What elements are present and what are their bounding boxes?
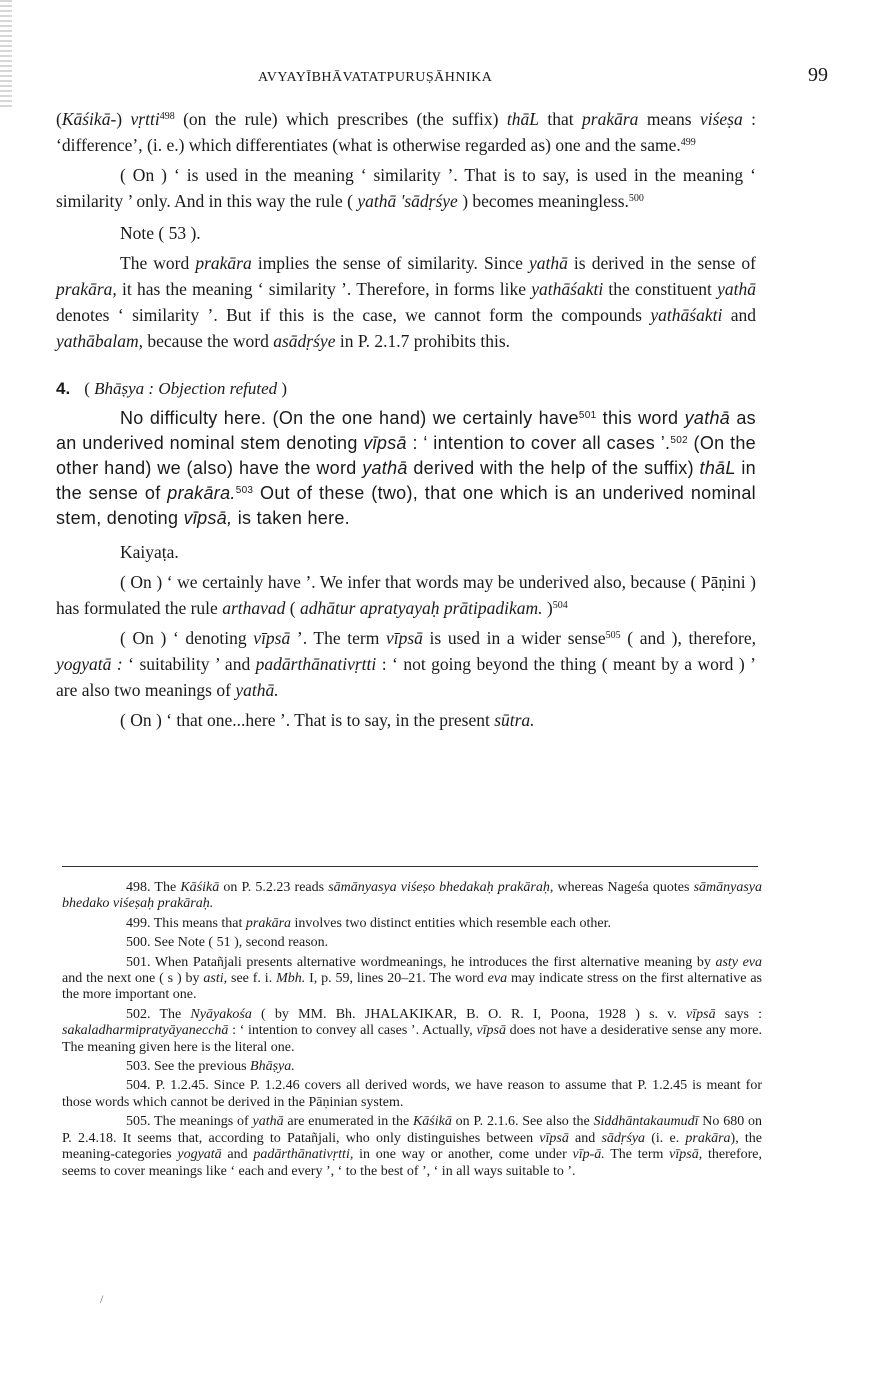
footnote-498: 498. The Kāśikā on P. 5.2.23 reads sāmānyasya viśeṣo bhedakaḥ prakāraḥ, whereas Nageśa quotes sāmānyasya bhedako viśeṣaḥ prakāraḥ. [62, 880, 763, 912]
footnote-ref-504: 504 [552, 600, 568, 611]
section-number: 4. [56, 379, 71, 398]
footnote-504: 504. P. 1.2.45. Since P. 1.2.46 covers all derived words, we have reason to assume that P. 1.2.45 is meant for those words which cannot be derived in the Pāṇinian system. [62, 1078, 762, 1110]
paragraph-2: ( On ) ‘ is used in the meaning ‘ similarity ’. That is to say, is used in the meaning ‘ similarity ’ only. And in this way the rule ( yathā 'sādṛśye ) becomes meaningless.$^{500}$ [56, 165, 756, 211]
footnote-ref-503: 503 [235, 485, 254, 496]
paragraph-5: ( On ) ‘ we certainly have ’. We infer that words may be underived also, because ( Pāṇini ) has formulated the rule arthavad ( adhātur apratyayaḥ prātipadikam. )$^{504}$ [56, 572, 756, 618]
footnotes [62, 880, 762, 1183]
note-heading: Note ( 53 ). [120, 223, 201, 243]
footnote-ref-500: 500 [628, 193, 644, 204]
paragraph-7: ( On ) ‘ that one...here ’. That is to say, in the present sūtra. [120, 710, 535, 730]
page-header [58, 64, 838, 92]
paragraph-6: ( On ) ‘ denoting vīpsā ’. The term vīpsā is used in a wider sense$^{505}$ ( and ), therefore, yogyatā : ‘ suitability ’ and padārthānativṛtti : ‘ not going beyond the thing ( meant by a word ) ’ are also two meanings of yathā. [56, 628, 757, 700]
page-number: 99 [808, 64, 828, 86]
paragraph-3: The word prakāra implies the sense of similarity. Since yathā is derived in the sense of prakāra, it has the meaning ‘ similarity ’. Therefore, in forms like yathāśakti the constituent yathā denotes ‘ similarity ’. But if this is the case, we cannot form the compounds yathāśakti and yathābalam, because the word asādṛśye in P. 2.1.7 prohibits this. [56, 253, 756, 351]
stray-mark: / [100, 1292, 104, 1306]
footnote-505: 505. The meanings of yathā are enumerated in the Kāśikā on P. 2.1.6. See also the Siddhāntakaumudī No 680 on P. 2.4.18. It seems that, according to Patañjali, who only distinguishes between vīpsā and sādṛśya (i. e. prakāra), the meaning-categories yogyatā and padārthānativṛtti, in one way or another, come under vīp-ā. The term vīpsā, therefore, seems to cover meanings like ‘ each and every ’, ‘ to the best of ’, ‘ in all ways suitable to ’. [62, 1114, 763, 1179]
footnote-501: 501. When Patañjali presents alternative wordmeanings, he introduces the first alternative meaning by asty eva and the next one ( s ) by asti, see f. i. Mbh. I, p. 59, lines 20–21. The word eva may indicate stress on the first alternative as the more important one. [62, 954, 763, 1003]
footnote-ref-505: 505 [605, 630, 621, 641]
running-title: AVYAYĪBHĀVATATPURUṢĀHNIKA [258, 70, 493, 85]
footnote-502: 502. The Nyāyakośa ( by MM. Bh. JHALAKIKAR, B. O. R. I, Poona, 1928 ) s. v. vīpsā says : sakaladharmipratyāyanecchā : ‘ intention to convey all cases ’. Actually, vīpsā does not have a desiderative sense any more. The meaning given here is the literal one. [62, 1006, 763, 1055]
paragraph-1: (Kāśikā-) vṛtti$^{498}$ (on the rule) which prescribes (the suffix) thāL that prakāra means viśeṣa : ‘difference’, (i. e.) which differentiates (what is otherwise regarded as) one and the same.$^{499}$ [56, 109, 756, 155]
paragraph-4: No difficulty here. (On the one hand) we certainly have$^{501}$ this word yathā as an underived nominal stem denoting vīpsā : ‘ intention to cover all cases ’.$^{502}$ (On the other hand) we (also) have the word yathā derived with the help of the suffix) thāL in the sense of prakāra.$^{503}$ Out of these (two), that one which is an underived nominal stem, denoting vīpsā, is taken here. [56, 408, 756, 528]
footnote-divider [62, 866, 758, 867]
footnote-499: 499. This means that prakāra involves two distinct entities which resemble each other. [126, 915, 612, 931]
footnote-503: 503. See the previous Bhāṣya. [126, 1059, 295, 1075]
footnote-ref-499: 499 [680, 137, 696, 148]
footnote-ref-498: 498 [159, 111, 175, 122]
footnote-ref-501: 501 [578, 410, 597, 421]
kaiyata-heading: Kaiyaṭa. [120, 542, 179, 562]
footnote-ref-502: 502 [670, 435, 688, 446]
section-heading: 4. ( Bhāṣya : Objection refuted ) [56, 379, 288, 398]
main-text [56, 106, 756, 733]
footnote-500: 500. See Note ( 51 ), second reason. [126, 935, 329, 951]
scan-edge-noise [0, 0, 12, 110]
